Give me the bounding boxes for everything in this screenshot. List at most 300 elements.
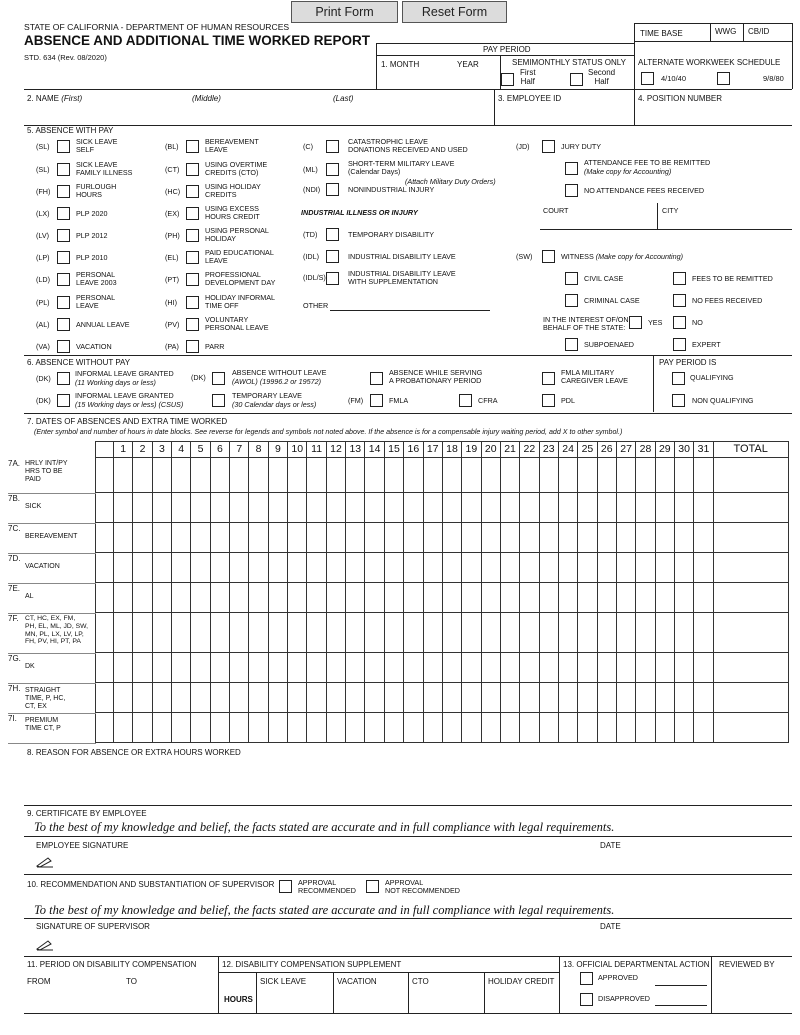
day-cell[interactable] xyxy=(384,493,403,523)
day-cell[interactable] xyxy=(268,653,287,683)
day-cell[interactable] xyxy=(365,653,384,683)
day-cell[interactable] xyxy=(210,613,229,653)
day-cell[interactable] xyxy=(578,523,597,553)
day-cell[interactable] xyxy=(172,653,191,683)
day-cell[interactable] xyxy=(558,653,577,683)
day-cell[interactable] xyxy=(597,653,616,683)
day-cell[interactable] xyxy=(288,553,307,583)
day-cell[interactable] xyxy=(500,653,519,683)
day-cell[interactable] xyxy=(230,493,249,523)
day-cell[interactable] xyxy=(636,653,655,683)
day-cell[interactable] xyxy=(558,683,577,713)
day-cell[interactable] xyxy=(462,458,481,493)
day-cell[interactable] xyxy=(597,553,616,583)
day-cell[interactable] xyxy=(172,523,191,553)
day-cell[interactable] xyxy=(423,653,442,683)
day-cell[interactable] xyxy=(558,458,577,493)
day-cell[interactable] xyxy=(210,713,229,743)
day-cell[interactable] xyxy=(326,523,345,553)
disapproved-checkbox[interactable] xyxy=(580,993,593,1006)
day-cell[interactable] xyxy=(539,553,558,583)
day-cell[interactable] xyxy=(500,583,519,613)
idl-checkbox[interactable] xyxy=(326,250,339,263)
probationary-checkbox[interactable] xyxy=(370,372,383,385)
day-cell[interactable] xyxy=(558,713,577,743)
day-cell[interactable] xyxy=(96,583,114,613)
day-cell[interactable] xyxy=(694,713,713,743)
civil-case-checkbox[interactable] xyxy=(565,272,578,285)
day-cell[interactable] xyxy=(500,613,519,653)
day-cell[interactable] xyxy=(191,493,210,523)
catastrophic-checkbox[interactable] xyxy=(326,140,339,153)
informal-leave-15-checkbox[interactable] xyxy=(57,394,70,407)
day-cell[interactable] xyxy=(597,583,616,613)
day-cell[interactable] xyxy=(365,583,384,613)
day-cell[interactable] xyxy=(249,458,268,493)
day-cell[interactable] xyxy=(133,653,152,683)
absence-col1-checkbox[interactable] xyxy=(57,251,70,264)
day-cell[interactable] xyxy=(288,583,307,613)
day-cell[interactable] xyxy=(365,683,384,713)
day-cell[interactable] xyxy=(616,458,635,493)
day-cell[interactable] xyxy=(500,713,519,743)
day-cell[interactable] xyxy=(423,493,442,523)
day-cell[interactable] xyxy=(520,683,539,713)
day-cell[interactable] xyxy=(636,458,655,493)
day-cell[interactable] xyxy=(133,523,152,553)
day-cell[interactable] xyxy=(230,583,249,613)
day-cell[interactable] xyxy=(365,613,384,653)
day-cell[interactable] xyxy=(442,713,461,743)
day-cell[interactable] xyxy=(616,553,635,583)
day-cell[interactable] xyxy=(404,683,423,713)
day-cell[interactable] xyxy=(152,653,171,683)
day-cell[interactable] xyxy=(152,553,171,583)
absence-col2-checkbox[interactable] xyxy=(186,251,199,264)
day-cell[interactable] xyxy=(655,553,674,583)
day-cell[interactable] xyxy=(539,458,558,493)
day-cell[interactable] xyxy=(346,458,365,493)
day-cell[interactable] xyxy=(481,493,500,523)
day-cell[interactable] xyxy=(462,713,481,743)
day-cell[interactable] xyxy=(616,613,635,653)
day-cell[interactable] xyxy=(597,493,616,523)
day-cell[interactable] xyxy=(384,523,403,553)
day-cell[interactable] xyxy=(172,553,191,583)
day-cell[interactable] xyxy=(96,458,114,493)
day-cell[interactable] xyxy=(172,458,191,493)
day-cell[interactable] xyxy=(694,683,713,713)
fmla-checkbox[interactable] xyxy=(370,394,383,407)
day-cell[interactable] xyxy=(442,653,461,683)
day-cell[interactable] xyxy=(96,653,114,683)
day-cell[interactable] xyxy=(114,683,133,713)
day-cell[interactable] xyxy=(636,683,655,713)
idls-checkbox[interactable] xyxy=(326,272,339,285)
day-cell[interactable] xyxy=(191,613,210,653)
day-cell[interactable] xyxy=(636,493,655,523)
day-cell[interactable] xyxy=(114,653,133,683)
day-cell[interactable] xyxy=(210,683,229,713)
day-cell[interactable] xyxy=(249,613,268,653)
day-cell[interactable] xyxy=(636,583,655,613)
temp-disability-checkbox[interactable] xyxy=(326,228,339,241)
day-cell[interactable] xyxy=(500,683,519,713)
day-cell[interactable] xyxy=(674,493,693,523)
absence-col2-checkbox[interactable] xyxy=(186,273,199,286)
day-cell[interactable] xyxy=(462,523,481,553)
day-cell[interactable] xyxy=(636,613,655,653)
day-cell[interactable] xyxy=(520,523,539,553)
day-cell[interactable] xyxy=(423,683,442,713)
day-cell[interactable] xyxy=(520,653,539,683)
absence-col1-checkbox[interactable] xyxy=(57,207,70,220)
day-cell[interactable] xyxy=(578,458,597,493)
day-cell[interactable] xyxy=(268,713,287,743)
day-cell[interactable] xyxy=(462,653,481,683)
day-cell[interactable] xyxy=(481,613,500,653)
day-cell[interactable] xyxy=(230,553,249,583)
day-cell[interactable] xyxy=(307,613,326,653)
day-cell[interactable] xyxy=(346,553,365,583)
day-cell[interactable] xyxy=(152,458,171,493)
day-cell[interactable] xyxy=(172,683,191,713)
day-cell[interactable] xyxy=(404,458,423,493)
day-cell[interactable] xyxy=(96,493,114,523)
second-half-checkbox[interactable] xyxy=(570,73,583,86)
day-cell[interactable] xyxy=(268,583,287,613)
day-cell[interactable] xyxy=(578,583,597,613)
day-cell[interactable] xyxy=(694,458,713,493)
day-cell[interactable] xyxy=(423,523,442,553)
day-cell[interactable] xyxy=(462,493,481,523)
day-cell[interactable] xyxy=(442,613,461,653)
fees-remitted-checkbox[interactable] xyxy=(673,272,686,285)
day-cell[interactable] xyxy=(114,713,133,743)
day-cell[interactable] xyxy=(578,713,597,743)
day-cell[interactable] xyxy=(442,523,461,553)
day-cell[interactable] xyxy=(268,683,287,713)
absence-col1-checkbox[interactable] xyxy=(57,229,70,242)
day-cell[interactable] xyxy=(152,523,171,553)
day-cell[interactable] xyxy=(655,493,674,523)
day-cell[interactable] xyxy=(462,613,481,653)
other-line[interactable] xyxy=(330,310,490,311)
day-cell[interactable] xyxy=(268,523,287,553)
day-cell[interactable] xyxy=(210,553,229,583)
absence-col2-checkbox[interactable] xyxy=(186,340,199,353)
day-cell[interactable] xyxy=(384,458,403,493)
day-cell[interactable] xyxy=(191,683,210,713)
absence-col2-checkbox[interactable] xyxy=(186,140,199,153)
day-cell[interactable] xyxy=(674,583,693,613)
day-cell[interactable] xyxy=(268,613,287,653)
day-cell[interactable] xyxy=(268,458,287,493)
day-cell[interactable] xyxy=(384,613,403,653)
day-cell[interactable] xyxy=(500,493,519,523)
total-cell[interactable] xyxy=(713,493,788,523)
day-cell[interactable] xyxy=(655,713,674,743)
day-cell[interactable] xyxy=(346,583,365,613)
day-cell[interactable] xyxy=(558,493,577,523)
day-cell[interactable] xyxy=(539,523,558,553)
day-cell[interactable] xyxy=(307,523,326,553)
day-cell[interactable] xyxy=(326,583,345,613)
total-cell[interactable] xyxy=(713,653,788,683)
day-cell[interactable] xyxy=(616,713,635,743)
absence-col2-checkbox[interactable] xyxy=(186,296,199,309)
day-cell[interactable] xyxy=(597,713,616,743)
fmla-military-checkbox[interactable] xyxy=(542,372,555,385)
day-cell[interactable] xyxy=(191,523,210,553)
day-cell[interactable] xyxy=(326,553,345,583)
absence-col1-checkbox[interactable] xyxy=(57,273,70,286)
day-cell[interactable] xyxy=(230,523,249,553)
day-cell[interactable] xyxy=(694,613,713,653)
day-cell[interactable] xyxy=(597,523,616,553)
day-cell[interactable] xyxy=(539,713,558,743)
day-cell[interactable] xyxy=(307,493,326,523)
day-cell[interactable] xyxy=(442,493,461,523)
absence-col1-checkbox[interactable] xyxy=(57,318,70,331)
total-cell[interactable] xyxy=(713,583,788,613)
day-cell[interactable] xyxy=(462,553,481,583)
total-cell[interactable] xyxy=(713,553,788,583)
day-cell[interactable] xyxy=(326,713,345,743)
day-cell[interactable] xyxy=(404,583,423,613)
day-cell[interactable] xyxy=(694,493,713,523)
interest-no-checkbox[interactable] xyxy=(673,316,686,329)
day-cell[interactable] xyxy=(520,458,539,493)
day-cell[interactable] xyxy=(307,553,326,583)
day-cell[interactable] xyxy=(114,613,133,653)
day-cell[interactable] xyxy=(152,613,171,653)
day-cell[interactable] xyxy=(96,523,114,553)
day-cell[interactable] xyxy=(674,613,693,653)
day-cell[interactable] xyxy=(442,683,461,713)
day-cell[interactable] xyxy=(152,493,171,523)
informal-leave-11-checkbox[interactable] xyxy=(57,372,70,385)
day-cell[interactable] xyxy=(404,553,423,583)
day-cell[interactable] xyxy=(249,653,268,683)
day-cell[interactable] xyxy=(597,613,616,653)
day-cell[interactable] xyxy=(481,583,500,613)
day-cell[interactable] xyxy=(404,523,423,553)
day-cell[interactable] xyxy=(133,493,152,523)
day-cell[interactable] xyxy=(288,713,307,743)
absence-col1-checkbox[interactable] xyxy=(57,296,70,309)
day-cell[interactable] xyxy=(481,458,500,493)
day-cell[interactable] xyxy=(578,653,597,683)
day-cell[interactable] xyxy=(326,613,345,653)
day-cell[interactable] xyxy=(616,653,635,683)
pdl-checkbox[interactable] xyxy=(542,394,555,407)
day-cell[interactable] xyxy=(442,583,461,613)
day-cell[interactable] xyxy=(500,553,519,583)
day-cell[interactable] xyxy=(462,683,481,713)
day-cell[interactable] xyxy=(133,458,152,493)
day-cell[interactable] xyxy=(520,613,539,653)
day-cell[interactable] xyxy=(307,583,326,613)
day-cell[interactable] xyxy=(346,713,365,743)
alt-9-8-80-checkbox[interactable] xyxy=(717,72,730,85)
day-cell[interactable] xyxy=(191,458,210,493)
day-cell[interactable] xyxy=(307,653,326,683)
day-cell[interactable] xyxy=(365,523,384,553)
day-cell[interactable] xyxy=(539,613,558,653)
day-cell[interactable] xyxy=(423,553,442,583)
day-cell[interactable] xyxy=(423,713,442,743)
day-cell[interactable] xyxy=(152,583,171,613)
day-cell[interactable] xyxy=(307,713,326,743)
approved-checkbox[interactable] xyxy=(580,972,593,985)
day-cell[interactable] xyxy=(326,653,345,683)
absence-col1-checkbox[interactable] xyxy=(57,185,70,198)
day-cell[interactable] xyxy=(172,713,191,743)
day-cell[interactable] xyxy=(191,653,210,683)
day-cell[interactable] xyxy=(674,553,693,583)
day-cell[interactable] xyxy=(133,553,152,583)
day-cell[interactable] xyxy=(230,683,249,713)
day-cell[interactable] xyxy=(384,713,403,743)
day-cell[interactable] xyxy=(114,493,133,523)
day-cell[interactable] xyxy=(578,553,597,583)
day-cell[interactable] xyxy=(288,683,307,713)
absence-col2-checkbox[interactable] xyxy=(186,318,199,331)
day-cell[interactable] xyxy=(230,713,249,743)
day-cell[interactable] xyxy=(210,493,229,523)
day-cell[interactable] xyxy=(539,493,558,523)
day-cell[interactable] xyxy=(423,613,442,653)
day-cell[interactable] xyxy=(674,683,693,713)
day-cell[interactable] xyxy=(558,523,577,553)
day-cell[interactable] xyxy=(616,523,635,553)
day-cell[interactable] xyxy=(481,653,500,683)
day-cell[interactable] xyxy=(346,683,365,713)
day-cell[interactable] xyxy=(96,553,114,583)
day-cell[interactable] xyxy=(674,713,693,743)
day-cell[interactable] xyxy=(500,458,519,493)
day-cell[interactable] xyxy=(365,553,384,583)
day-cell[interactable] xyxy=(210,583,229,613)
day-cell[interactable] xyxy=(520,713,539,743)
day-cell[interactable] xyxy=(655,583,674,613)
day-cell[interactable] xyxy=(520,583,539,613)
jury-duty-checkbox[interactable] xyxy=(542,140,555,153)
absence-col2-checkbox[interactable] xyxy=(186,185,199,198)
absence-col1-checkbox[interactable] xyxy=(57,140,70,153)
day-cell[interactable] xyxy=(288,493,307,523)
day-cell[interactable] xyxy=(616,493,635,523)
day-cell[interactable] xyxy=(481,553,500,583)
cfra-checkbox[interactable] xyxy=(459,394,472,407)
first-half-checkbox[interactable] xyxy=(501,73,514,86)
day-cell[interactable] xyxy=(96,713,114,743)
day-cell[interactable] xyxy=(636,523,655,553)
day-cell[interactable] xyxy=(655,653,674,683)
day-cell[interactable] xyxy=(384,583,403,613)
day-cell[interactable] xyxy=(674,458,693,493)
day-cell[interactable] xyxy=(249,493,268,523)
day-cell[interactable] xyxy=(694,553,713,583)
day-cell[interactable] xyxy=(96,683,114,713)
day-cell[interactable] xyxy=(694,583,713,613)
military-leave-checkbox[interactable] xyxy=(326,163,339,176)
day-cell[interactable] xyxy=(404,613,423,653)
day-cell[interactable] xyxy=(384,683,403,713)
day-cell[interactable] xyxy=(462,583,481,613)
day-cell[interactable] xyxy=(423,583,442,613)
day-cell[interactable] xyxy=(133,583,152,613)
day-cell[interactable] xyxy=(616,583,635,613)
total-cell[interactable] xyxy=(713,523,788,553)
reset-form-button[interactable]: Reset Form xyxy=(402,1,507,23)
day-cell[interactable] xyxy=(558,583,577,613)
day-cell[interactable] xyxy=(694,653,713,683)
day-cell[interactable] xyxy=(481,683,500,713)
day-cell[interactable] xyxy=(346,653,365,683)
approval-recommended-checkbox[interactable] xyxy=(279,880,292,893)
day-cell[interactable] xyxy=(326,458,345,493)
day-cell[interactable] xyxy=(172,493,191,523)
total-cell[interactable] xyxy=(713,683,788,713)
day-cell[interactable] xyxy=(578,493,597,523)
subpoenaed-checkbox[interactable] xyxy=(565,338,578,351)
day-cell[interactable] xyxy=(539,683,558,713)
day-cell[interactable] xyxy=(655,458,674,493)
day-cell[interactable] xyxy=(539,583,558,613)
day-cell[interactable] xyxy=(288,523,307,553)
total-cell[interactable] xyxy=(713,613,788,653)
day-cell[interactable] xyxy=(404,713,423,743)
day-cell[interactable] xyxy=(346,613,365,653)
day-cell[interactable] xyxy=(346,493,365,523)
day-cell[interactable] xyxy=(346,523,365,553)
day-cell[interactable] xyxy=(365,713,384,743)
total-cell[interactable] xyxy=(713,713,788,743)
day-cell[interactable] xyxy=(558,613,577,653)
absence-col2-checkbox[interactable] xyxy=(186,229,199,242)
day-cell[interactable] xyxy=(133,613,152,653)
day-cell[interactable] xyxy=(655,523,674,553)
day-cell[interactable] xyxy=(249,683,268,713)
no-fees-checkbox[interactable] xyxy=(673,294,686,307)
day-cell[interactable] xyxy=(326,683,345,713)
day-cell[interactable] xyxy=(578,613,597,653)
day-cell[interactable] xyxy=(210,523,229,553)
day-cell[interactable] xyxy=(152,683,171,713)
day-cell[interactable] xyxy=(268,493,287,523)
absence-col2-checkbox[interactable] xyxy=(186,207,199,220)
day-cell[interactable] xyxy=(210,458,229,493)
day-cell[interactable] xyxy=(384,653,403,683)
day-cell[interactable] xyxy=(288,613,307,653)
qualifying-checkbox[interactable] xyxy=(672,372,685,385)
day-cell[interactable] xyxy=(558,553,577,583)
day-cell[interactable] xyxy=(674,653,693,683)
day-cell[interactable] xyxy=(210,653,229,683)
day-cell[interactable] xyxy=(114,523,133,553)
day-cell[interactable] xyxy=(442,458,461,493)
day-cell[interactable] xyxy=(481,713,500,743)
day-cell[interactable] xyxy=(694,523,713,553)
expert-checkbox[interactable] xyxy=(673,338,686,351)
day-cell[interactable] xyxy=(114,583,133,613)
approval-not-recommended-checkbox[interactable] xyxy=(366,880,379,893)
day-cell[interactable] xyxy=(152,713,171,743)
day-cell[interactable] xyxy=(191,583,210,613)
day-cell[interactable] xyxy=(597,683,616,713)
